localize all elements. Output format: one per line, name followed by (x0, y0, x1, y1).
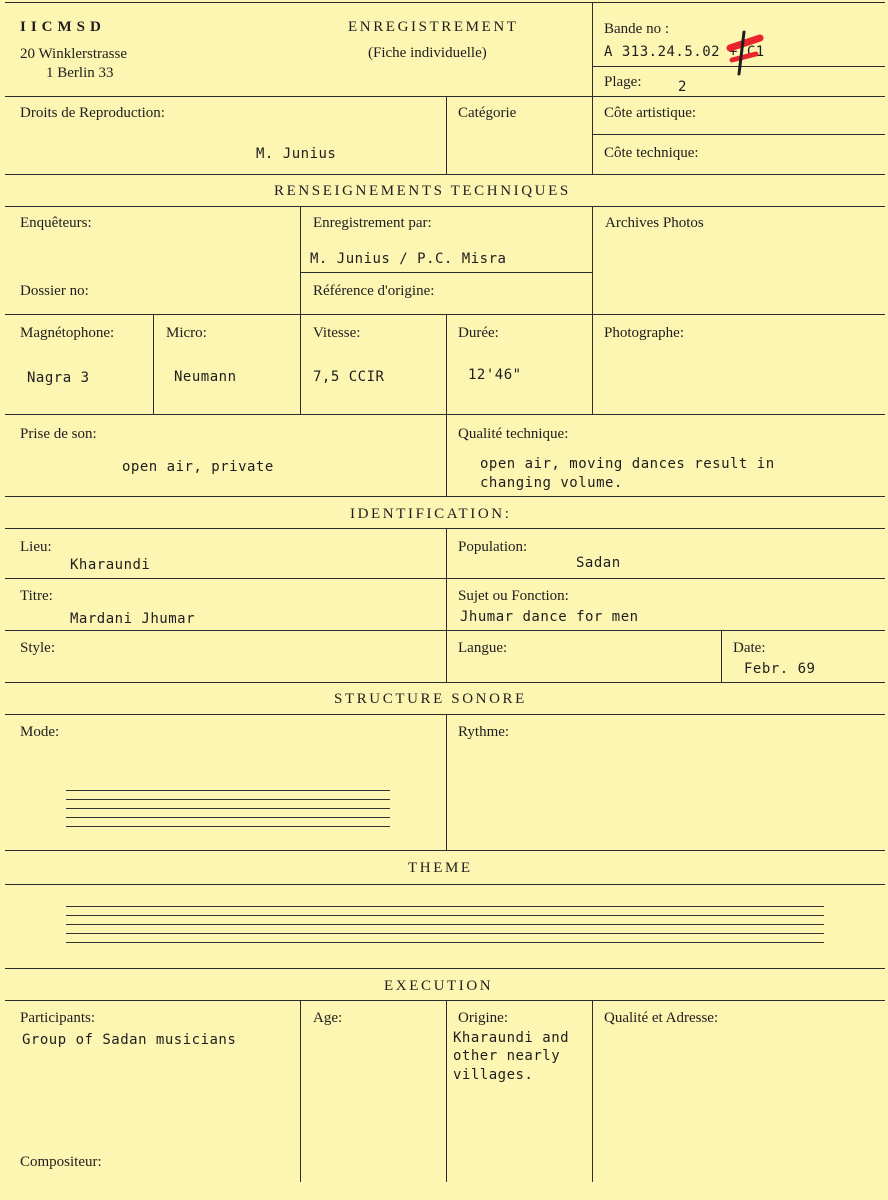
date-label: Date: (733, 640, 766, 656)
column-rule (153, 314, 154, 414)
rythme-label: Rythme: (458, 724, 510, 740)
rule (5, 174, 885, 175)
qualite-technique-label: Qualité technique: (458, 426, 569, 442)
duree-label: Durée: (458, 325, 499, 341)
column-rule (592, 206, 593, 414)
rule (5, 850, 885, 851)
column-rule (592, 1000, 593, 1182)
column-rule (300, 1000, 301, 1182)
prise-de-son-value: open air, private (122, 459, 274, 475)
qualite-adresse-label: Qualité et Adresse: (604, 1010, 719, 1026)
column-rule (446, 314, 447, 496)
mode-staff-line (66, 799, 390, 800)
enregistrement-par-label: Enregistrement par: (313, 215, 432, 231)
form-subtitle: (Fiche individuelle) (368, 45, 487, 61)
origine-label: Origine: (458, 1010, 508, 1026)
mode-staff-line (66, 826, 390, 827)
column-rule (446, 1000, 447, 1182)
form-title: ENREGISTREMENT (348, 19, 519, 35)
dossier-label: Dossier no: (20, 283, 89, 299)
origine-line: other nearly (453, 1048, 561, 1064)
magnetophone-label: Magnétophone: (20, 325, 115, 341)
mode-staff-line (66, 790, 390, 791)
archives-photos-label: Archives Photos (605, 215, 704, 231)
rule (5, 528, 885, 529)
qualite-technique-value-line2: changing volume. (480, 475, 623, 491)
bande-value: A 313.24.5.02 + C1 (604, 44, 765, 60)
section-title-technical: RENSEIGNEMENTS TECHNIQUES (274, 183, 571, 199)
theme-staff-line (66, 915, 824, 916)
droits-value: M. Junius (256, 146, 337, 162)
rule (5, 884, 885, 885)
rule (5, 682, 885, 683)
droits-label: Droits de Reproduction: (20, 105, 165, 121)
rule (5, 206, 885, 207)
reference-label: Référence d'origine: (313, 283, 435, 299)
rule (5, 414, 885, 415)
photographe-label: Photographe: (604, 325, 684, 341)
magnetophone-value: Nagra 3 (27, 370, 90, 386)
compositeur-label: Compositeur: (20, 1154, 102, 1170)
mode-staff-line (66, 808, 390, 809)
bande-label: Bande no : (604, 21, 669, 37)
column-rule (721, 630, 722, 682)
sujet-label: Sujet ou Fonction: (458, 588, 569, 604)
column-rule (446, 714, 447, 850)
rule (5, 578, 885, 579)
origine-line: villages. (453, 1067, 534, 1083)
date-value: Febr. 69 (744, 661, 816, 677)
cote-technique-label: Côte technique: (604, 145, 699, 161)
column-rule (592, 2, 593, 174)
rule (5, 314, 885, 315)
rule (5, 496, 885, 497)
vitesse-value: 7,5 CCIR (313, 369, 385, 385)
institution-logo: IICMSD (20, 19, 106, 35)
sujet-value: Jhumar dance for men (460, 609, 639, 625)
section-title-structure: STRUCTURE SONORE (334, 691, 527, 707)
micro-value: Neumann (174, 369, 237, 385)
institution-city: 1 Berlin 33 (46, 65, 114, 81)
column-rule (446, 528, 447, 682)
population-value: Sadan (576, 555, 621, 571)
theme-staff-line (66, 933, 824, 934)
origine-line: Kharaundi and (453, 1030, 570, 1046)
population-label: Population: (458, 539, 528, 555)
red-correction-mark (722, 30, 766, 76)
lieu-label: Lieu: (20, 539, 52, 555)
plage-label: Plage: (604, 74, 642, 90)
lieu-value: Kharaundi (70, 557, 151, 573)
column-rule (446, 96, 447, 174)
micro-label: Micro: (166, 325, 207, 341)
theme-staff-line (66, 906, 824, 907)
titre-label: Titre: (20, 588, 53, 604)
rule (5, 1000, 885, 1001)
mode-label: Mode: (20, 724, 60, 740)
prise-de-son-label: Prise de son: (20, 426, 97, 442)
section-title-execution: EXECUTION (384, 978, 494, 994)
rule (5, 968, 885, 969)
titre-value: Mardani Jhumar (70, 611, 196, 627)
institution-street: 20 Winklerstrasse (20, 46, 128, 62)
mode-staff-line (66, 817, 390, 818)
age-label: Age: (313, 1010, 343, 1026)
theme-staff-line (66, 924, 824, 925)
section-title-identification: IDENTIFICATION: (350, 506, 512, 522)
column-rule (300, 206, 301, 414)
participants-value: Group of Sadan musicians (22, 1032, 237, 1048)
section-title-theme: THEME (408, 860, 473, 876)
enqueteurs-label: Enquêteurs: (20, 215, 92, 231)
enregistrement-par-value: M. Junius / P.C. Misra (310, 251, 507, 267)
cote-artistique-label: Côte artistique: (604, 105, 697, 121)
rule (5, 714, 885, 715)
theme-staff-line (66, 942, 824, 943)
qualite-technique-value-line1: open air, moving dances result in (480, 456, 775, 472)
categorie-label: Catégorie (458, 105, 517, 121)
langue-label: Langue: (458, 640, 508, 656)
plage-value: 2 (678, 79, 687, 95)
duree-value: 12'46" (468, 367, 522, 383)
style-label: Style: (20, 640, 56, 656)
rule (300, 272, 592, 273)
participants-label: Participants: (20, 1010, 95, 1026)
rule (5, 630, 885, 631)
rule (5, 2, 885, 3)
vitesse-label: Vitesse: (313, 325, 361, 341)
rule (592, 134, 885, 135)
rule (5, 96, 885, 97)
